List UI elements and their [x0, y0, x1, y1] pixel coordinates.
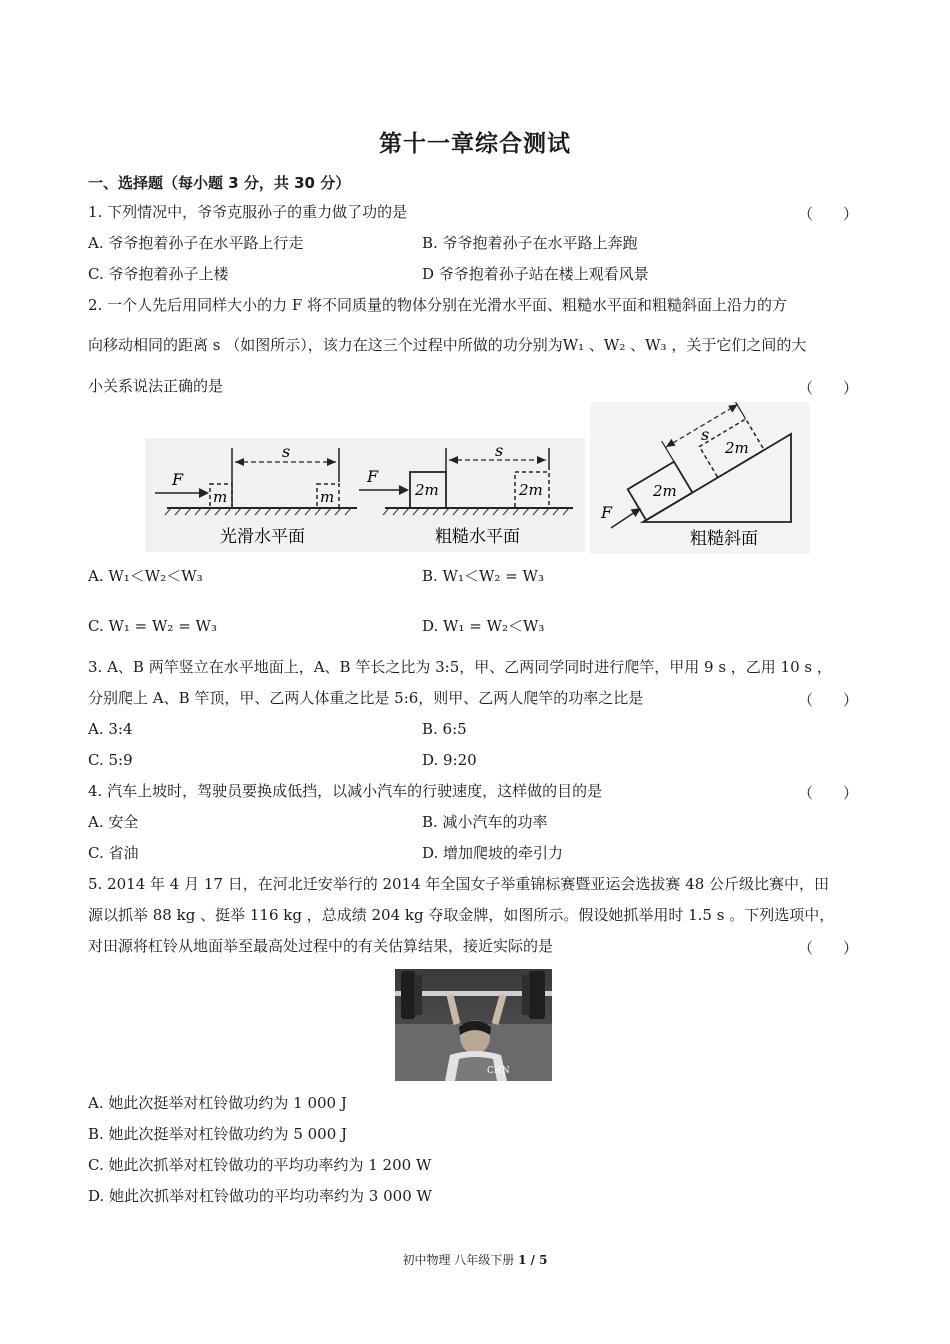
mass-label: m [320, 488, 335, 506]
q2-option-d: D. W₁ = W₂＜W₃ [422, 617, 545, 635]
q3-option-b: B. 6:5 [422, 720, 467, 738]
mass-label: 2m [725, 439, 749, 457]
q4-option-d: D. 增加爬坡的牵引力 [422, 844, 564, 862]
q1-option-a: A. 爷爷抱着孙子在水平路上行走 [88, 234, 304, 252]
section-heading: 一、选择题（每小题 3 分，共 30 分） [88, 174, 351, 192]
jersey-text: CHN [487, 1066, 510, 1076]
panel-label-incline: 粗糙斜面 [690, 529, 758, 549]
q5-answer-paren: （ ） [798, 939, 859, 957]
page-title: 第十一章综合测试 [379, 131, 571, 157]
q1-answer-paren: （ ） [798, 205, 859, 223]
page-number: 1 / 5 [518, 1253, 548, 1267]
mass-label: 2m [653, 482, 677, 500]
page-footer [0, 1251, 950, 1268]
q2-answer-paren: （ ） [798, 379, 859, 397]
q2-option-a: A. W₁＜W₂＜W₃ [88, 567, 203, 585]
panel-label-smooth: 光滑水平面 [220, 527, 305, 547]
q3-stem-line2: 分别爬上 A、B 竿顶，甲、乙两人体重之比是 5:6，则甲、乙两人爬竿的功率之比是 [88, 689, 644, 707]
q4-stem: 4. 汽车上坡时，驾驶员要换成低挡，以减小汽车的行驶速度，这样做的目的是 [88, 782, 603, 800]
q5-option-d: D. 她此次抓举对杠铃做功的平均功率约为 3 000 W [88, 1187, 432, 1205]
q1-option-d: D 爷爷抱着孙子站在楼上观看风景 [422, 265, 649, 283]
q5-option-b: B. 她此次挺举对杠铃做功约为 5 000 J [88, 1125, 348, 1143]
force-label: F [367, 467, 379, 486]
q1-option-c: C. 爷爷抱着孙子上楼 [88, 265, 229, 283]
q2-option-b: B. W₁＜W₂ = W₃ [422, 567, 544, 585]
q3-option-c: C. 5:9 [88, 751, 133, 769]
q4-answer-paren: （ ） [798, 784, 859, 802]
q3-answer-paren: （ ） [798, 691, 859, 709]
q4-option-c: C. 省油 [88, 844, 139, 862]
mass-label: 2m [415, 481, 439, 499]
q5-option-c: C. 她此次抓举对杠铃做功的平均功率约为 1 200 W [88, 1156, 432, 1174]
q3-stem-line1: 3. A、B 两竿竖立在水平地面上，A、B 竿长之比为 3:5，甲、乙两同学同时进行爬竿，甲用 9 s ，乙用 10 s ， [88, 658, 832, 676]
q2-option-c: C. W₁ = W₂ = W₃ [88, 617, 217, 635]
q4-option-b: B. 减小汽车的功率 [422, 813, 548, 831]
q4-option-a: A. 安全 [88, 813, 139, 831]
footer-text: 初中物理 八年级下册 [402, 1253, 519, 1267]
q2-stem-line1: 2. 一个人先后用同样大小的力 F 将不同质量的物体分别在光滑水平面、粗糙水平面和粗糙斜面上沿力的方 [88, 296, 788, 314]
q1-option-b: B. 爷爷抱着孙子在水平路上奔跑 [422, 234, 638, 252]
q2-figure [145, 402, 810, 554]
distance-label: s [495, 441, 504, 460]
mass-label: m [213, 488, 228, 506]
q2-stem-line2: 向移动相同的距离 s （如图所示），该力在这三个过程中所做的功分别为W₁ 、W₂ 、W₃ ，关于它们之间的大 [88, 336, 807, 354]
weightlifter-photo [395, 969, 552, 1081]
q5-stem-line1: 5. 2014 年 4 月 17 日，在河北迁安举行的 2014 年全国女子举重锦标赛暨亚运会选拔赛 48 公斤级比赛中，田 [88, 875, 830, 893]
q3-option-d: D. 9:20 [422, 751, 477, 769]
force-label: F [172, 470, 184, 489]
q5-stem-line3: 对田源将杠铃从地面举至最高处过程中的有关估算结果，接近实际的是 [88, 937, 554, 955]
mass-label: 2m [519, 481, 543, 499]
q5-stem-line2: 源以抓举 88 kg 、挺举 116 kg ，总成绩 204 kg 夺取金牌，如图所示。假设她抓举用时 1.5 s 。下列选项中， [88, 906, 835, 924]
panel-label-rough: 粗糙水平面 [435, 527, 520, 547]
distance-label: s [701, 425, 710, 444]
force-label: F [601, 503, 613, 522]
q2-stem-line3: 小关系说法正确的是 [88, 377, 224, 395]
q5-option-a: A. 她此次挺举对杠铃做功约为 1 000 J [88, 1094, 347, 1112]
q3-option-a: A. 3:4 [88, 720, 133, 738]
distance-label: s [282, 442, 291, 461]
q1-stem: 1. 下列情况中，爷爷克服孙子的重力做了功的是 [88, 203, 408, 221]
